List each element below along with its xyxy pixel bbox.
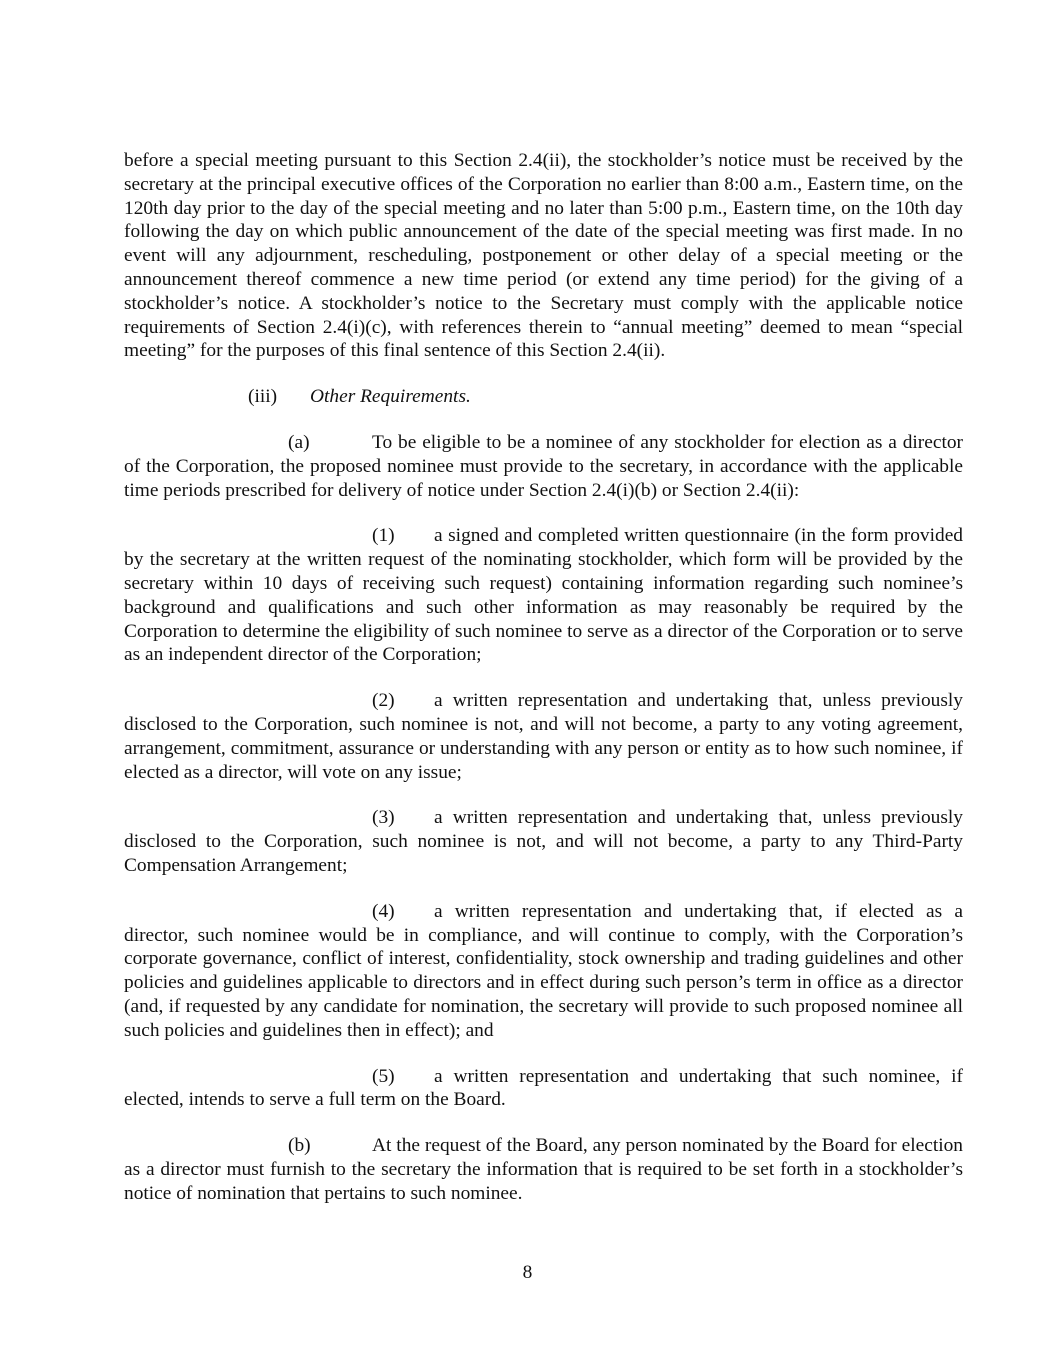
list-item — [124, 1065, 963, 1113]
item-marker: (5) — [372, 1065, 395, 1087]
list-item — [124, 689, 963, 784]
document-page — [124, 149, 963, 1205]
intro-paragraph: before a special meeting pursuant to this Section 2.4(ii), the stockholder’s notice must be received by the secretary at the principal executive offices of the Corporation no earlier than 8:00 a.m., Eastern time, on the 120th day prior to the day of the special meeting and no later than 5:00 p.m., Eastern time, on the 10th day following the day on which public announcement of the date of the special meeting was first made. In no event will any adjournment, rescheduling, postponement or other delay of a special meeting or the announcement thereof commence a new time period (or extend any time period) for the giving of a stockholder’s notice. A stockholder’s notice to the Secretary must comply with the applicable notice requirements of Section 2.4(i)(c), with references therein to “annual meeting” deemed to mean “special meeting” for the purposes of this final sentence of this Section 2.4(ii). — [124, 150, 963, 362]
clause-marker: (a) — [288, 431, 310, 453]
item-marker: (1) — [372, 525, 395, 547]
item-marker: (4) — [372, 900, 395, 922]
list-item — [124, 524, 963, 667]
clause-text: At the request of the Board, any person nominated by the Board for election as a director must furnish to the secretary the information that is required to be set forth in a stockholder’s notice of nomination that pertains to such nominee. — [124, 1135, 963, 1204]
item-text: a written representation and undertaking that, if elected as a director, such nominee would be in compliance, and will continue to comply, with the Corporation’s corporate governance, conflict of interest, confidentiality, stock ownership and trading guidelines and other policies and guidelines applicable to directors and in effect during such person’s term in office as a director (and, if requested by any candidate for nomination, the secretary will provide to such proposed nominee all such policies and guidelines then in effect); and — [124, 900, 963, 1041]
page-number: 8 — [522, 1262, 533, 1283]
clause-a — [124, 431, 963, 502]
item-marker: (2) — [372, 690, 395, 712]
item-text: a written representation and undertaking that, unless previously disclosed to the Corporation, such nominee is not, and will not become, a party to any voting agreement, arrangement, commitment, assurance or understanding with any person or entity as to how such nominee, if elected as a director, will vote on any issue; — [124, 690, 963, 783]
section-heading-iii — [124, 385, 963, 409]
clause-b — [124, 1134, 963, 1205]
clause-text: To be eligible to be a nominee of any stockholder for election as a director of the Corporation, the proposed nominee must provide to the secretary, in accordance with the applicable time periods prescribed for delivery of notice under Section 2.4(i)(b) or Section 2.4(ii): — [124, 431, 963, 501]
item-marker: (3) — [372, 807, 395, 829]
clause-marker: (b) — [288, 1135, 311, 1157]
item-text: a written representation and undertaking that such nominee, if elected, intends to serve a full term on the Board. — [124, 1065, 963, 1111]
item-text: a written representation and undertaking that, unless previously disclosed to the Corporation, such nominee is not, and will not become, a party to any Third-Party Compensation Arrangement; — [124, 807, 963, 876]
section-title: Other Requirements. — [310, 386, 471, 408]
section-number: (iii) — [248, 386, 278, 408]
list-item — [124, 806, 963, 877]
list-item — [124, 900, 963, 1043]
item-text: a signed and completed written questionnaire (in the form provided by the secretary at the written request of the nominating stockholder, which form will be provided by the secretary within 10 days of receiving such request) containing information regarding such nominee’s background and qualifications and such other information as may reasonably be required by the Corporation to determine the eligibility of such nominee to serve as a director of the Corporation or to serve as an independent director of the Corporation; — [124, 525, 963, 666]
